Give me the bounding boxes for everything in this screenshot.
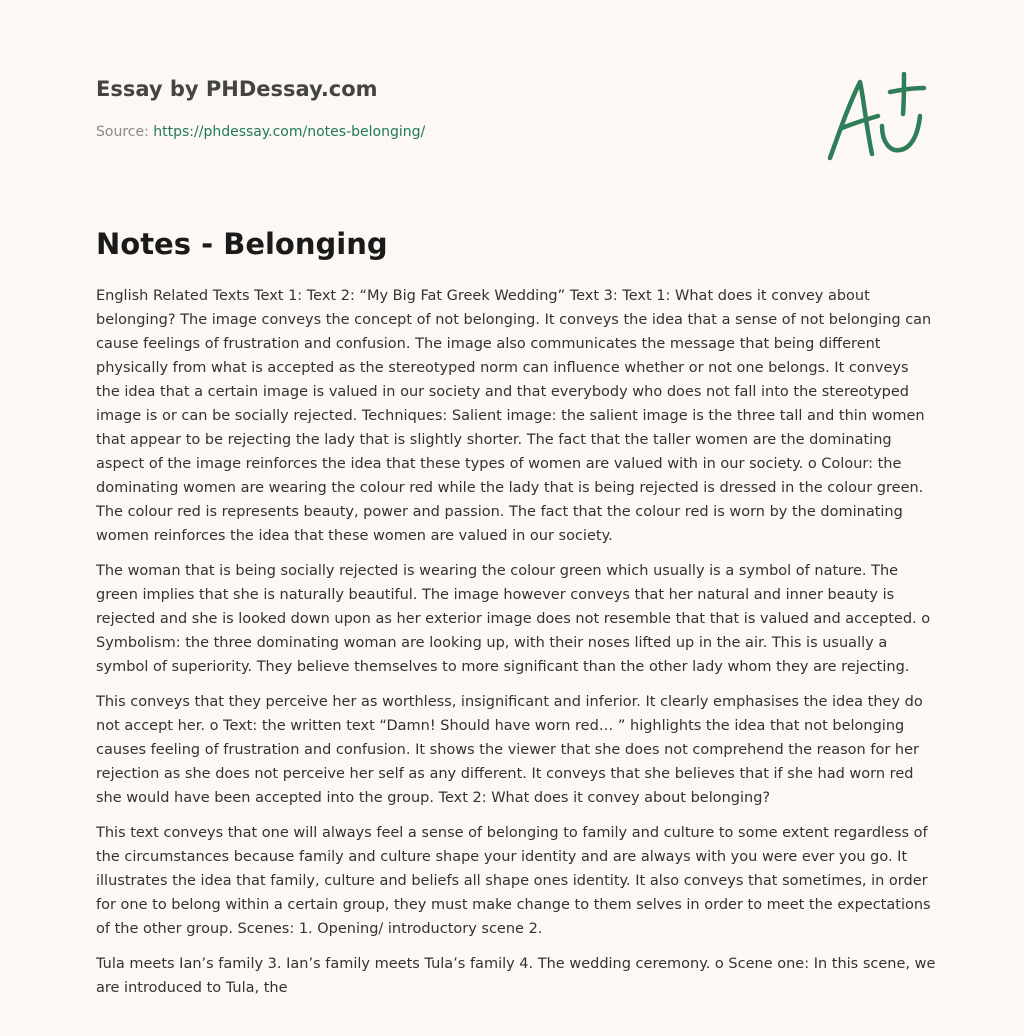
- source-link[interactable]: https://phdessay.com/notes-belonging/: [153, 124, 426, 140]
- paragraph: Tula meets Ian’s family 3. Ian’s family meets Tula’s family 4. The wedding ceremony. o Scene one: In this scene, we are introduced to Tula, the: [96, 956, 936, 996]
- source-label: Source:: [96, 124, 154, 140]
- source-line: [96, 122, 736, 142]
- a-plus-grade-icon: [820, 66, 930, 166]
- site-brand: Essay by PHDessay.com: [96, 77, 378, 101]
- paragraph: This conveys that they perceive her as worthless, insignificant and inferior. It clearly emphasises the idea they do not accept her. o Text: the written text “Damn! Should have worn red… ” highlights the idea that not belonging causes feeling of frustration and confusion. It shows the viewer that she does not comprehend the reason for her rejection as she does not perceive her self as any different. It conveys that she believes that if she had worn red she would have been accepted into the group. Text 2: What does it convey about belonging?: [96, 694, 923, 806]
- essay-header: [96, 74, 736, 142]
- paragraph: The woman that is being socially rejected is wearing the colour green which usually is a symbol of nature. The green implies that she is naturally beautiful. The image however conveys that her natural and inner beauty is rejected and she is looked down upon as her exterior image does not resemble that that is valued and accepted. o Symbolism: the three dominating woman are looking up, with their noses lifted up in the air. This is usually a symbol of superiority. They believe themselves to more significant than the other lady whom they are rejecting.: [96, 563, 931, 675]
- essay-body: [96, 284, 936, 1011]
- page-title: Notes - Belonging: [96, 227, 388, 261]
- paragraph: This text conveys that one will always feel a sense of belonging to family and culture to some extent regardless of the circumstances because family and culture shape your identity and are always with you were ever you go. It illustrates the idea that family, culture and beliefs all shape ones identity. It also conveys that sometimes, in order for one to belong within a certain group, they must make change to them selves in order to meet the expectations of the other group. Scenes: 1. Opening/ introductory scene 2.: [96, 825, 931, 937]
- paragraph: English Related Texts Text 1: Text 2: “My Big Fat Greek Wedding” Text 3: Text 1: What does it convey about belonging? The image conveys the concept of not belonging. It conveys the idea that a sense of not belonging can cause feelings of frustration and confusion. The image also communicates the message that being different physically from what is accepted as the stereotyped norm can influence whether or not one belongs. It conveys the idea that a certain image is valued in our society and that everybody who does not fall into the stereotyped image is or can be socially rejected. Techniques: Salient image: the salient image is the three tall and thin women that appear to be rejecting the lady that is slightly shorter. The fact that the taller women are the dominating aspect of the image reinforces the idea that these types of women are valued with in our society. o Colour: the dominating women are wearing the colour red while the lady that is being rejected is dressed in the colour green. The colour red is represents beauty, power and passion. The fact that the colour red is worn by the dominating women reinforces the idea that these women are valued in our society.: [96, 288, 932, 544]
